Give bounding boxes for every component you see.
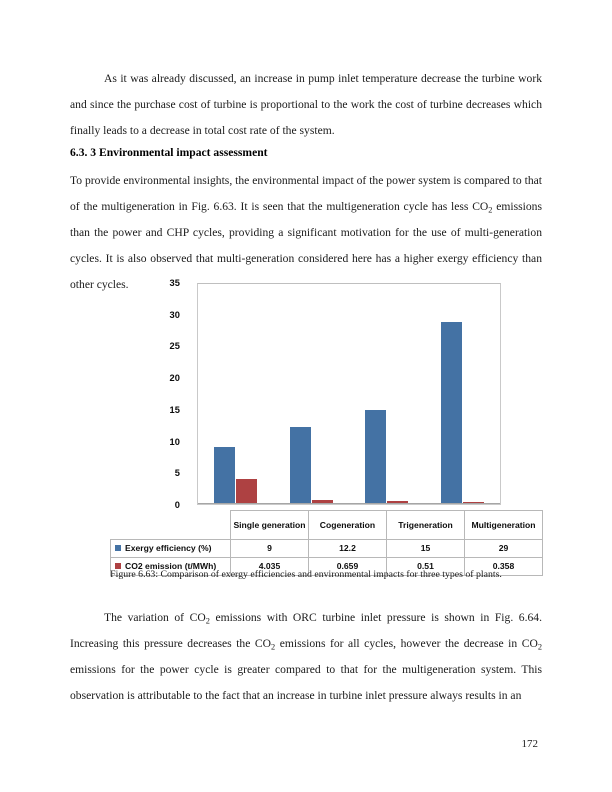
co2-subscript-2: 2 (205, 616, 210, 626)
y-tick-15: 15 (169, 404, 180, 415)
row-label-exergy-efficiency (111, 540, 231, 558)
cell-exergy-trigeneration: 15 (387, 540, 465, 558)
y-tick-5: 5 (174, 468, 180, 479)
bar-single-generation-co2-emission (236, 479, 257, 504)
co2-subscript-1: 2 (488, 205, 493, 215)
series-name-co2-emission: CO2 emission (t/MWh) (125, 561, 217, 571)
cell-co2-single-generation: 4.035 (231, 558, 309, 576)
page-number: 172 (521, 738, 538, 750)
figure-caption: Figure 6.63: Comparison of exergy efficiencies and environmental impacts for three types of plants. (110, 569, 502, 580)
legend-swatch-blue-icon (115, 545, 121, 551)
paragraph-3-part-4: emissions for the power cycle is greater compared to that for the multigeneration system. This observation is attributable to the fact that an increase in turbine inlet pressure always results in an (70, 663, 542, 702)
figure-6-63 (70, 278, 542, 576)
cell-co2-multigeneration: 0.358 (465, 558, 543, 576)
y-tick-10: 10 (169, 436, 180, 447)
plot-area (197, 283, 501, 505)
y-tick-30: 30 (169, 309, 180, 320)
cell-exergy-multigeneration: 29 (465, 540, 543, 558)
cell-exergy-cogeneration: 12.2 (309, 540, 387, 558)
bar-multigeneration-exergy-efficiency (441, 322, 462, 504)
paragraph-intro: As it was already discussed, an increase in pump inlet temperature decrease the turbine work and since the purchase cost of turbine is proportional to the work the cost of turbine decreases which finally leads to a decrease in total cost rate of the system. (70, 72, 542, 137)
series-name-exergy-efficiency: Exergy efficiency (%) (125, 543, 212, 553)
bar-single-generation-exergy-efficiency (214, 447, 235, 504)
table-corner-cell (111, 511, 231, 540)
column-header-trigeneration: Trigeneration (387, 511, 465, 540)
cell-co2-cogeneration: 0.659 (309, 558, 387, 576)
column-header-cogeneration: Cogeneration (309, 511, 387, 540)
co2-subscript-3: 2 (271, 642, 276, 652)
chart-data-table (110, 510, 543, 576)
paragraph-3-part-3: emissions for all cycles, however the decrease in CO (275, 637, 538, 650)
section-heading: 6.3. 3 Environmental impact assessment (70, 146, 268, 159)
cell-exergy-single-generation: 9 (231, 540, 309, 558)
co2-subscript-4: 2 (537, 642, 542, 652)
paragraph-2-part-1: To provide environmental insights, the environmental impact of the power system is compared to that of the multigeneration in Fig. 6.63. It is seen that the multigeneration cycle has less CO (70, 174, 542, 213)
paragraph-3-part-2: emissions with ORC turbine inlet pressure is shown in Fig. 6.64. Increasing this pressure decreases the CO (70, 611, 542, 650)
paragraph-2-part-2: emissions than the power and CHP cycles, providing a significant motivation for the use of multi-generation cycles. It is also observed that multi-generation considered here has a higher exergy efficiency than other cycles. (70, 200, 542, 291)
table-row-exergy-efficiency (111, 540, 543, 558)
column-header-multigeneration: Multigeneration (465, 511, 543, 540)
bar-trigeneration-exergy-efficiency (365, 410, 386, 504)
y-tick-25: 25 (169, 341, 180, 352)
y-tick-35: 35 (169, 278, 180, 288)
cell-co2-trigeneration: 0.51 (387, 558, 465, 576)
paragraph-3-part-1: The variation of CO (104, 611, 206, 624)
bar-chart (70, 278, 542, 510)
y-tick-0: 0 (174, 500, 180, 510)
table-header-row (111, 511, 543, 540)
column-header-single-generation: Single generation (231, 511, 309, 540)
y-axis (70, 278, 188, 510)
y-tick-20: 20 (169, 373, 180, 384)
paragraph-co2-variation (70, 605, 542, 709)
bars-layer (198, 284, 500, 504)
axis-baseline (198, 503, 500, 504)
bar-cogeneration-exergy-efficiency (290, 427, 311, 504)
